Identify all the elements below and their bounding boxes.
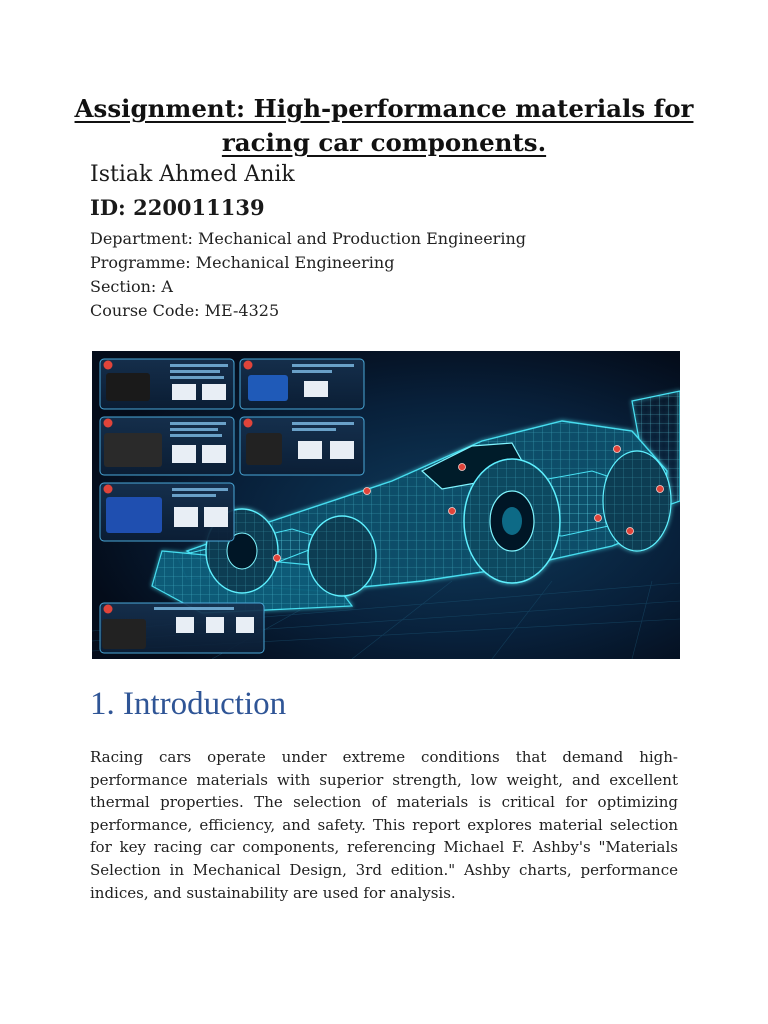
author-name: Istiak Ahmed Anik <box>90 162 295 187</box>
section-heading-introduction: 1. Introduction <box>90 686 287 722</box>
section-line: Section: A <box>90 277 173 296</box>
racing-car-figure <box>92 351 680 659</box>
student-id: ID: 220011139 <box>90 195 265 220</box>
title-line-1: Assignment: High-performance materials for <box>74 94 694 123</box>
course-metadata <box>90 227 526 323</box>
department-line: Department: Mechanical and Production Engineering <box>90 229 526 248</box>
programme-line: Programme: Mechanical Engineering <box>90 253 395 272</box>
course-code-line: Course Code: ME-4325 <box>90 301 280 320</box>
introduction-paragraph: Racing cars operate under extreme conditions that demand high-performance materials with superior strength, low weight, and excellent thermal properties. The selection of materials is critical for optimizing performance, efficiency, and safety. This report explores material selection for key racing car components, referencing Michael F. Ashby's "Materials Selection in Mechanical Design, 3rd edition." Ashby charts, performance indices, and sustainability are used for analysis. <box>90 748 678 902</box>
title-line-2: racing car components. <box>221 128 547 157</box>
racing-car-wireframe-illustration <box>92 351 680 659</box>
document-title <box>60 92 708 160</box>
